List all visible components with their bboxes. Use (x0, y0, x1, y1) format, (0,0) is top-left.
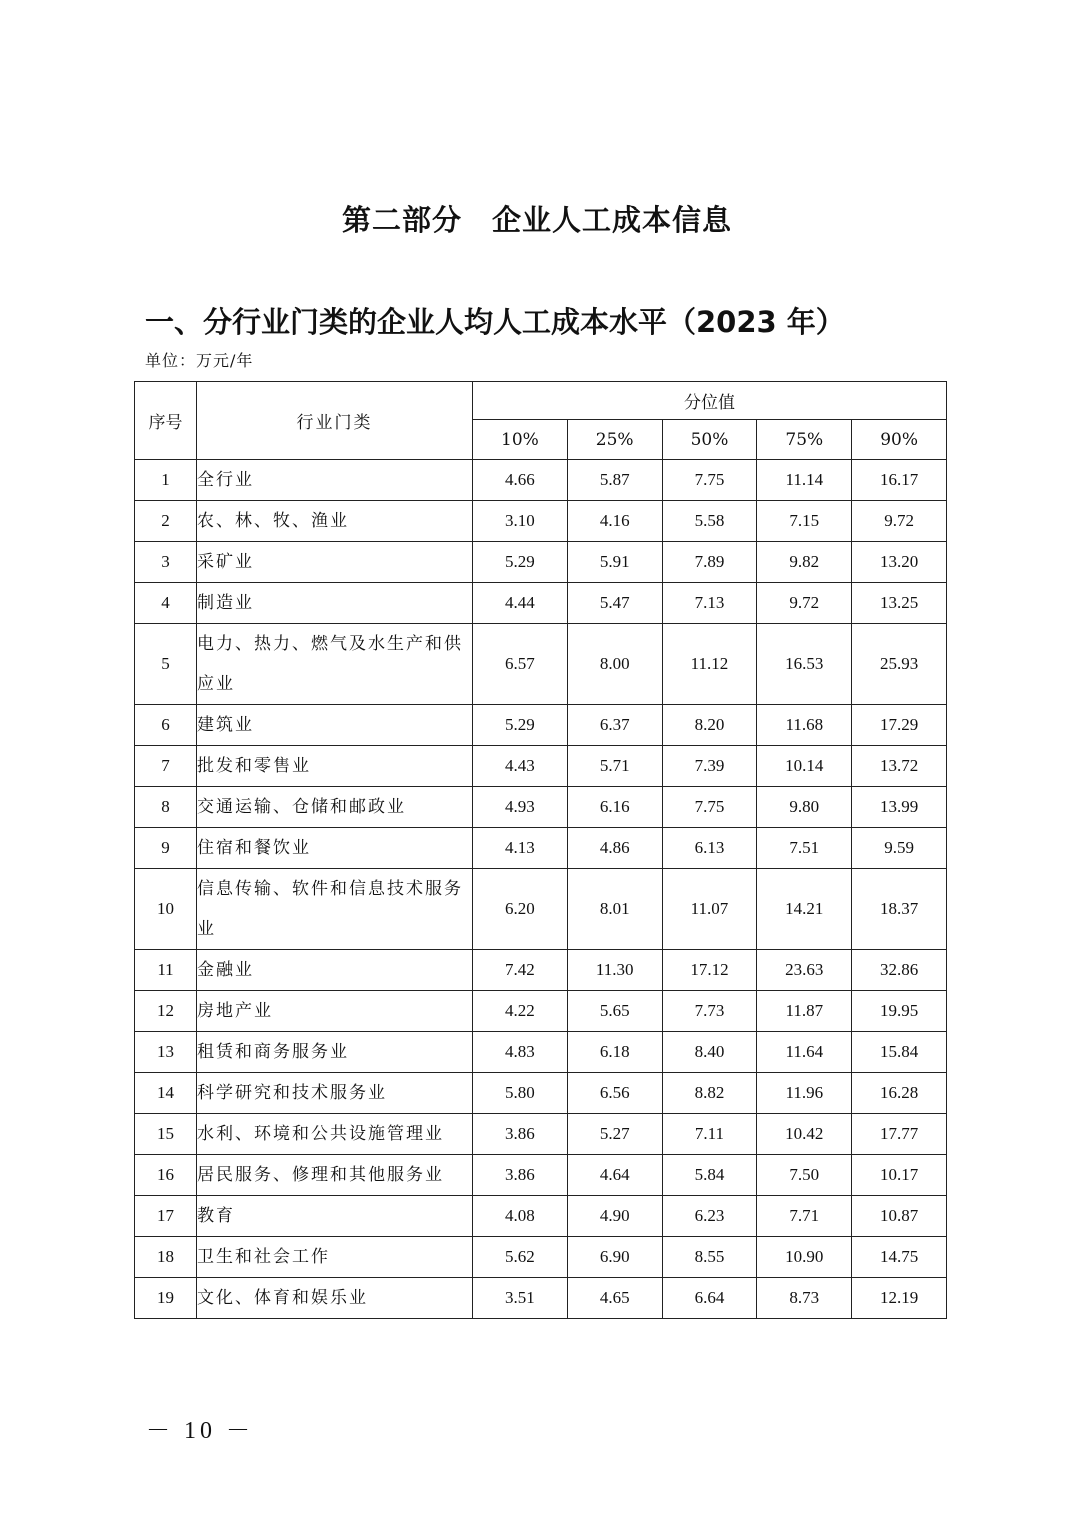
table-row (135, 501, 947, 542)
unit-label: 单位：万元/年 (145, 351, 254, 370)
value-p10: 4.93 (473, 787, 568, 828)
value-p10: 7.42 (473, 950, 568, 991)
value-p10: 6.20 (473, 869, 568, 950)
industry-name: 租赁和商务服务业 (197, 1032, 473, 1073)
value-p75: 10.14 (757, 746, 852, 787)
value-p75: 11.14 (757, 460, 852, 501)
value-p75: 11.64 (757, 1032, 852, 1073)
value-p75: 11.87 (757, 991, 852, 1032)
industry-name: 信息传输、软件和信息技术服务业 (197, 869, 473, 950)
value-p90: 13.20 (852, 542, 947, 583)
industry-name: 采矿业 (197, 542, 473, 583)
table-row (135, 1032, 947, 1073)
value-p10: 4.66 (473, 460, 568, 501)
value-p90: 13.99 (852, 787, 947, 828)
industry-name: 全行业 (197, 460, 473, 501)
value-p50: 8.20 (662, 705, 757, 746)
header-p10: 10% (473, 420, 568, 460)
value-p75: 9.82 (757, 542, 852, 583)
value-p25: 5.71 (567, 746, 662, 787)
table-row (135, 991, 947, 1032)
value-p25: 4.65 (567, 1278, 662, 1319)
value-p25: 11.30 (567, 950, 662, 991)
value-p25: 5.91 (567, 542, 662, 583)
value-p10: 3.51 (473, 1278, 568, 1319)
page-number: － 10 － (146, 1418, 254, 1444)
value-p10: 3.86 (473, 1155, 568, 1196)
row-number: 17 (135, 1196, 197, 1237)
header-p90: 90% (852, 420, 947, 460)
value-p50: 7.89 (662, 542, 757, 583)
header-percentile-group: 分位值 (473, 382, 947, 420)
value-p50: 8.82 (662, 1073, 757, 1114)
row-number: 19 (135, 1278, 197, 1319)
value-p50: 11.07 (662, 869, 757, 950)
value-p50: 5.58 (662, 501, 757, 542)
value-p25: 4.86 (567, 828, 662, 869)
value-p10: 6.57 (473, 624, 568, 705)
value-p90: 12.19 (852, 1278, 947, 1319)
part-title: 第二部分 企业人工成本信息 (341, 203, 732, 237)
industry-name: 房地产业 (197, 991, 473, 1032)
value-p10: 3.86 (473, 1114, 568, 1155)
value-p75: 14.21 (757, 869, 852, 950)
value-p10: 4.22 (473, 991, 568, 1032)
value-p25: 6.16 (567, 787, 662, 828)
value-p10: 4.08 (473, 1196, 568, 1237)
value-p90: 10.17 (852, 1155, 947, 1196)
value-p90: 17.77 (852, 1114, 947, 1155)
value-p90: 13.25 (852, 583, 947, 624)
value-p10: 3.10 (473, 501, 568, 542)
table-row (135, 705, 947, 746)
industry-name: 电力、热力、燃气及水生产和供应业 (197, 624, 473, 705)
industry-name: 住宿和餐饮业 (197, 828, 473, 869)
row-number: 15 (135, 1114, 197, 1155)
value-p75: 16.53 (757, 624, 852, 705)
value-p25: 5.47 (567, 583, 662, 624)
value-p25: 4.16 (567, 501, 662, 542)
table-row (135, 828, 947, 869)
value-p90: 10.87 (852, 1196, 947, 1237)
industry-name: 居民服务、修理和其他服务业 (197, 1155, 473, 1196)
value-p75: 10.90 (757, 1237, 852, 1278)
value-p50: 6.13 (662, 828, 757, 869)
value-p25: 5.87 (567, 460, 662, 501)
value-p25: 8.01 (567, 869, 662, 950)
industry-name: 批发和零售业 (197, 746, 473, 787)
row-number: 11 (135, 950, 197, 991)
value-p75: 7.50 (757, 1155, 852, 1196)
industry-name: 教育 (197, 1196, 473, 1237)
value-p75: 23.63 (757, 950, 852, 991)
table-row (135, 787, 947, 828)
value-p90: 18.37 (852, 869, 947, 950)
industry-cost-table (134, 381, 947, 1319)
value-p25: 4.64 (567, 1155, 662, 1196)
value-p25: 6.37 (567, 705, 662, 746)
value-p50: 6.64 (662, 1278, 757, 1319)
value-p75: 11.96 (757, 1073, 852, 1114)
table-row (135, 746, 947, 787)
table-row (135, 869, 947, 950)
value-p75: 7.15 (757, 501, 852, 542)
value-p10: 5.62 (473, 1237, 568, 1278)
value-p75: 9.72 (757, 583, 852, 624)
section-title: 一、分行业门类的企业人均人工成本水平（2023 年） (145, 305, 845, 339)
industry-name: 交通运输、仓储和邮政业 (197, 787, 473, 828)
value-p50: 7.75 (662, 787, 757, 828)
value-p10: 5.29 (473, 705, 568, 746)
table-row (135, 1114, 947, 1155)
value-p25: 5.27 (567, 1114, 662, 1155)
table-row (135, 1237, 947, 1278)
value-p90: 25.93 (852, 624, 947, 705)
row-number: 5 (135, 624, 197, 705)
value-p90: 19.95 (852, 991, 947, 1032)
row-number: 6 (135, 705, 197, 746)
header-industry: 行业门类 (197, 382, 473, 460)
table-row (135, 460, 947, 501)
row-number: 7 (135, 746, 197, 787)
row-number: 14 (135, 1073, 197, 1114)
table-row (135, 542, 947, 583)
value-p25: 6.90 (567, 1237, 662, 1278)
table-row (135, 1155, 947, 1196)
value-p75: 10.42 (757, 1114, 852, 1155)
table-body (135, 460, 947, 1319)
header-p75: 75% (757, 420, 852, 460)
industry-name: 卫生和社会工作 (197, 1237, 473, 1278)
industry-name: 制造业 (197, 583, 473, 624)
value-p25: 6.56 (567, 1073, 662, 1114)
value-p50: 7.75 (662, 460, 757, 501)
value-p75: 7.51 (757, 828, 852, 869)
value-p90: 32.86 (852, 950, 947, 991)
value-p90: 9.72 (852, 501, 947, 542)
value-p50: 7.39 (662, 746, 757, 787)
value-p50: 17.12 (662, 950, 757, 991)
industry-name: 农、林、牧、渔业 (197, 501, 473, 542)
row-number: 4 (135, 583, 197, 624)
row-number: 3 (135, 542, 197, 583)
table-row (135, 583, 947, 624)
value-p90: 9.59 (852, 828, 947, 869)
value-p10: 5.80 (473, 1073, 568, 1114)
value-p25: 6.18 (567, 1032, 662, 1073)
row-number: 9 (135, 828, 197, 869)
row-number: 12 (135, 991, 197, 1032)
value-p90: 16.28 (852, 1073, 947, 1114)
value-p25: 8.00 (567, 624, 662, 705)
header-p25: 25% (567, 420, 662, 460)
value-p25: 5.65 (567, 991, 662, 1032)
header-p50: 50% (662, 420, 757, 460)
value-p75: 8.73 (757, 1278, 852, 1319)
value-p10: 4.83 (473, 1032, 568, 1073)
row-number: 18 (135, 1237, 197, 1278)
value-p75: 7.71 (757, 1196, 852, 1237)
table-row (135, 950, 947, 991)
value-p90: 15.84 (852, 1032, 947, 1073)
value-p50: 7.73 (662, 991, 757, 1032)
table-row (135, 1278, 947, 1319)
row-number: 10 (135, 869, 197, 950)
row-number: 8 (135, 787, 197, 828)
value-p75: 9.80 (757, 787, 852, 828)
header-no: 序号 (135, 382, 197, 460)
value-p50: 11.12 (662, 624, 757, 705)
value-p50: 8.40 (662, 1032, 757, 1073)
industry-name: 金融业 (197, 950, 473, 991)
value-p90: 16.17 (852, 460, 947, 501)
row-number: 1 (135, 460, 197, 501)
value-p50: 7.13 (662, 583, 757, 624)
value-p10: 4.13 (473, 828, 568, 869)
value-p10: 5.29 (473, 542, 568, 583)
industry-name: 科学研究和技术服务业 (197, 1073, 473, 1114)
value-p25: 4.90 (567, 1196, 662, 1237)
value-p90: 13.72 (852, 746, 947, 787)
table-row (135, 1073, 947, 1114)
table-row (135, 1196, 947, 1237)
value-p10: 4.43 (473, 746, 568, 787)
industry-name: 水利、环境和公共设施管理业 (197, 1114, 473, 1155)
value-p10: 4.44 (473, 583, 568, 624)
value-p50: 8.55 (662, 1237, 757, 1278)
value-p50: 5.84 (662, 1155, 757, 1196)
value-p90: 14.75 (852, 1237, 947, 1278)
table-row (135, 624, 947, 705)
row-number: 2 (135, 501, 197, 542)
industry-name: 文化、体育和娱乐业 (197, 1278, 473, 1319)
value-p50: 6.23 (662, 1196, 757, 1237)
value-p50: 7.11 (662, 1114, 757, 1155)
row-number: 13 (135, 1032, 197, 1073)
value-p90: 17.29 (852, 705, 947, 746)
value-p75: 11.68 (757, 705, 852, 746)
industry-name: 建筑业 (197, 705, 473, 746)
row-number: 16 (135, 1155, 197, 1196)
